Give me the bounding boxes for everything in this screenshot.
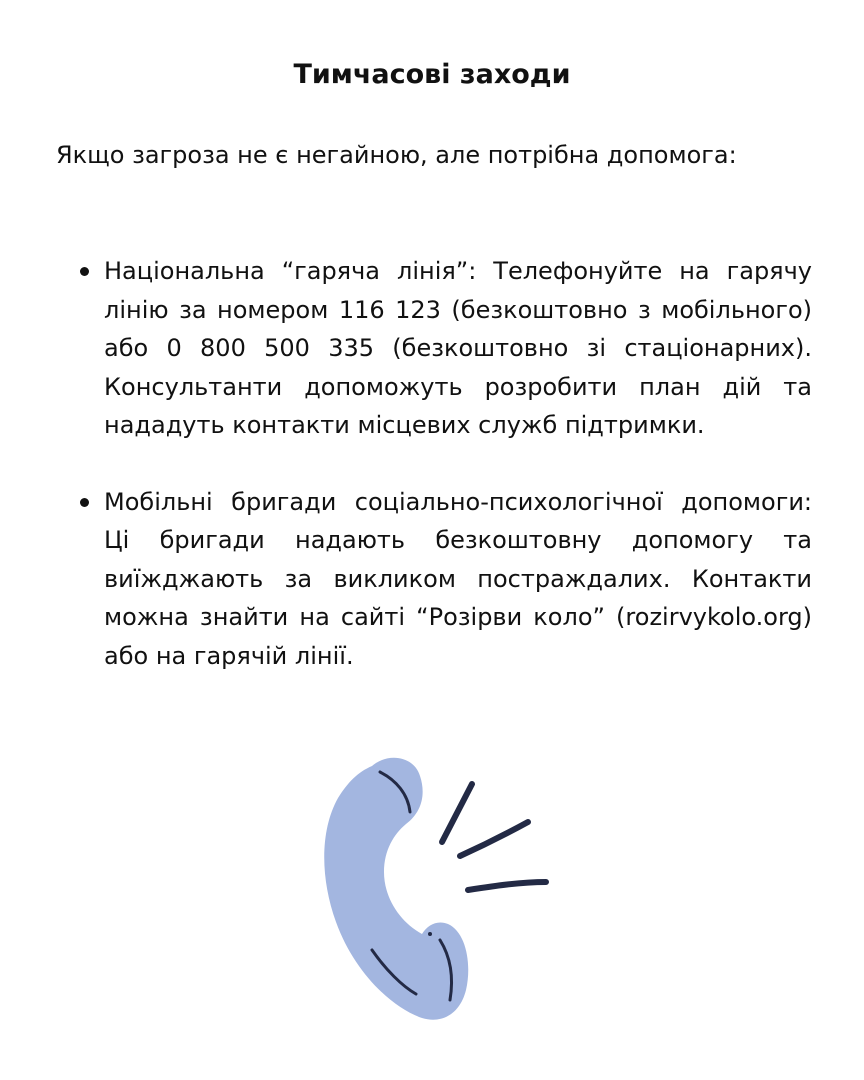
bullet-dot	[80, 267, 89, 276]
telephone-handset-icon	[310, 750, 560, 1030]
sound-line	[460, 822, 528, 856]
bullet-list	[56, 252, 812, 713]
intro-paragraph: Якщо загроза не є негайною, але потрібна допомога:	[56, 141, 737, 169]
list-item	[56, 252, 812, 445]
hotline-text: Національна “гаряча лінія”: Телефонуйте на гарячу лінію за номером 116 123 (безкоштовно з мобільного) або 0 800 500 335 (безкоштовно зі стаціонарних). Консультанти допоможуть розробити план дій та нададуть контакти місцевих служб підтримки.	[104, 257, 812, 439]
mobile-teams-text: Мобільні бригади соціально-психологічної допомоги: Ці бригади надають безкоштовну допомогу та виїжджають за викликом постраждалих. Контакти можна знайти на сайті “Розірви коло” (rozirvykolo.org) або на гарячій лінії.	[104, 487, 812, 670]
sound-line	[468, 882, 546, 890]
sound-line	[442, 784, 472, 842]
handset-dot	[428, 932, 432, 936]
page-title: Тимчасові заходи	[293, 59, 571, 90]
list-item	[56, 483, 812, 676]
bullet-dot	[80, 498, 89, 507]
